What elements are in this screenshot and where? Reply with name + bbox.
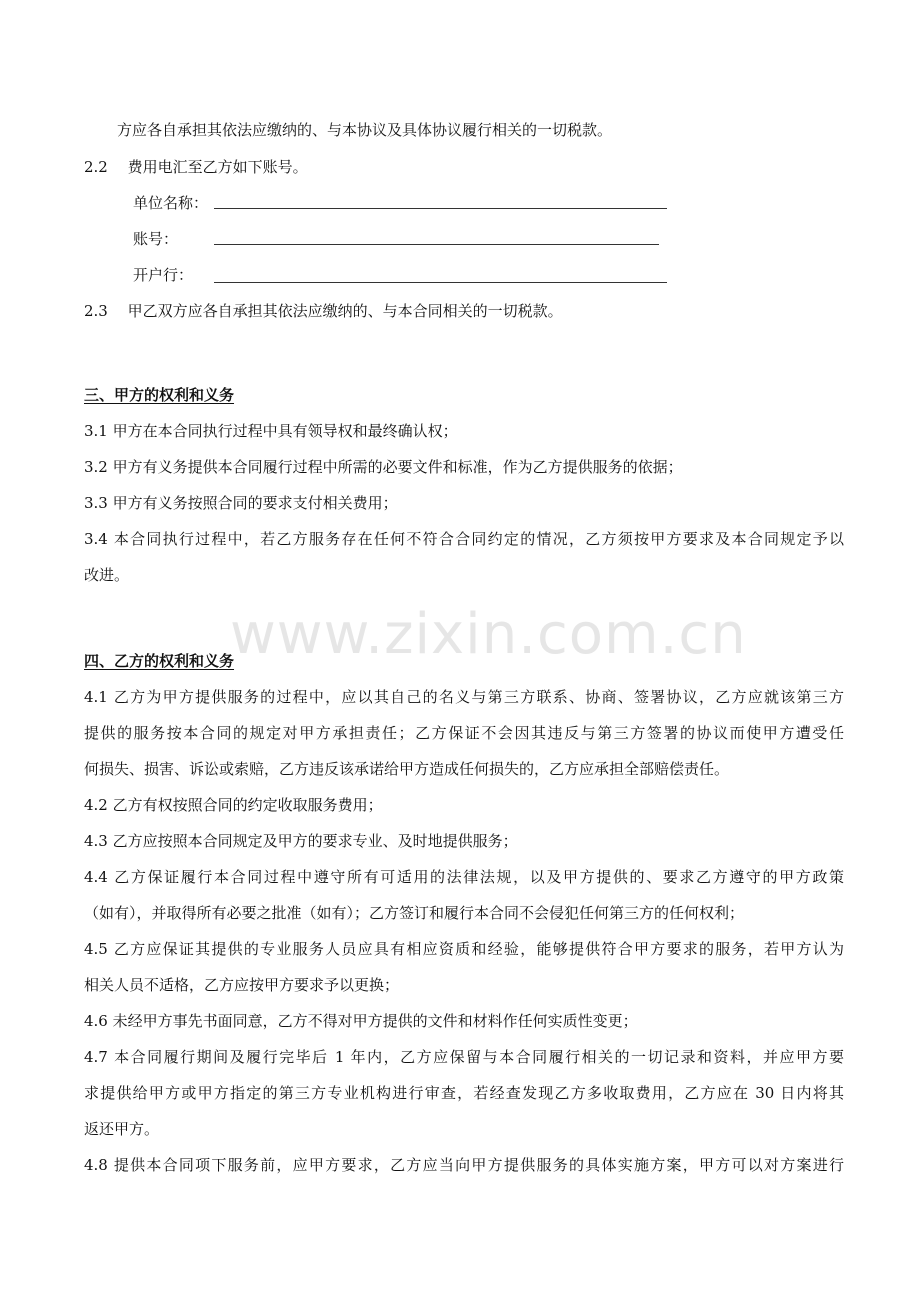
section-4-line: 4.1 乙方为甲方提供服务的过程中，应以其自己的名义与第三方联系、协商、签署协议，乙方应就该第三方 <box>84 688 844 706</box>
section-4-line: 相关人员不适格，乙方应按甲方要求予以更换； <box>84 976 400 994</box>
watermark: www.zixin.com.cn <box>230 602 747 667</box>
section-3-line: 3.1 甲方在本合同执行过程中具有领导权和最终确认权； <box>84 422 458 440</box>
clause-2-2: 2.2 费用电汇至乙方如下账号。 <box>84 158 308 176</box>
section-4-line: （如有），并取得所有必要之批准（如有）；乙方签订和履行本合同不会侵犯任何第三方的任何权利； <box>84 904 745 922</box>
field-label-bank: 开户行： <box>133 266 194 284</box>
section-3-line: 3.3 甲方有义务按照合同的要求支付相关费用； <box>84 494 398 512</box>
section-4-line: 求提供给甲方或甲方指定的第三方专业机构进行审查，若经查发现乙方多收取费用，乙方应在 30 日内将其 <box>84 1084 844 1102</box>
intro-line: 方应各自承担其依法应缴纳的、与本协议及具体协议履行相关的一切税款。 <box>117 121 613 139</box>
section-4-line: 返还甲方。 <box>84 1120 160 1138</box>
section-3-line: 3.2 甲方有义务提供本合同履行过程中所需的必要文件和标准，作为乙方提供服务的依据； <box>84 458 683 476</box>
section-4-line: 4.2 乙方有权按照合同的约定收取服务费用； <box>84 796 383 814</box>
section-4-line: 何损失、损害、诉讼或索赔，乙方违反该承诺给甲方造成任何损失的，乙方应承担全部赔偿责任。 <box>84 760 730 778</box>
section-4-line: 4.5 乙方应保证其提供的专业服务人员应具有相应资质和经验，能够提供符合甲方要求的服务，若甲方认为 <box>84 940 844 958</box>
section-4-line: 4.3 乙方应按照本合同规定及甲方的要求专业、及时地提供服务； <box>84 832 518 850</box>
section-4-line: 4.8 提供本合同项下服务前，应甲方要求，乙方应当向甲方提供服务的具体实施方案，甲方可以对方案进行 <box>84 1156 844 1174</box>
field-line-bank <box>214 282 667 283</box>
field-label-account: 账号： <box>133 230 179 248</box>
section-3-line: 改进。 <box>84 566 130 584</box>
section-3-line: 3.4 本合同执行过程中，若乙方服务存在任何不符合合同约定的情况，乙方须按甲方要求及本合同规定予以 <box>84 530 844 548</box>
clause-2-3: 2.3 甲乙双方应各自承担其依法应缴纳的、与本合同相关的一切税款。 <box>84 302 563 320</box>
section-4-title: 四、乙方的权利和义务 <box>84 652 235 670</box>
section-4-line: 4.6 未经甲方事先书面同意，乙方不得对甲方提供的文件和材料作任何实质性变更； <box>84 1012 638 1030</box>
field-label-unit-name: 单位名称： <box>133 194 209 212</box>
field-line-unit-name <box>214 208 667 209</box>
section-4-line: 4.7 本合同履行期间及履行完毕后 1 年内，乙方应保留与本合同履行相关的一切记录和资料，并应甲方要 <box>84 1048 844 1066</box>
section-4-line: 提供的服务按本合同的规定对甲方承担责任；乙方保证不会因其违反与第三方签署的协议而使甲方遭受任 <box>84 724 844 742</box>
field-line-account <box>214 244 659 245</box>
section-4-line: 4.4 乙方保证履行本合同过程中遵守所有可适用的法律法规，以及甲方提供的、要求乙方遵守的甲方政策 <box>84 868 844 886</box>
section-3-title: 三、甲方的权利和义务 <box>84 386 235 404</box>
